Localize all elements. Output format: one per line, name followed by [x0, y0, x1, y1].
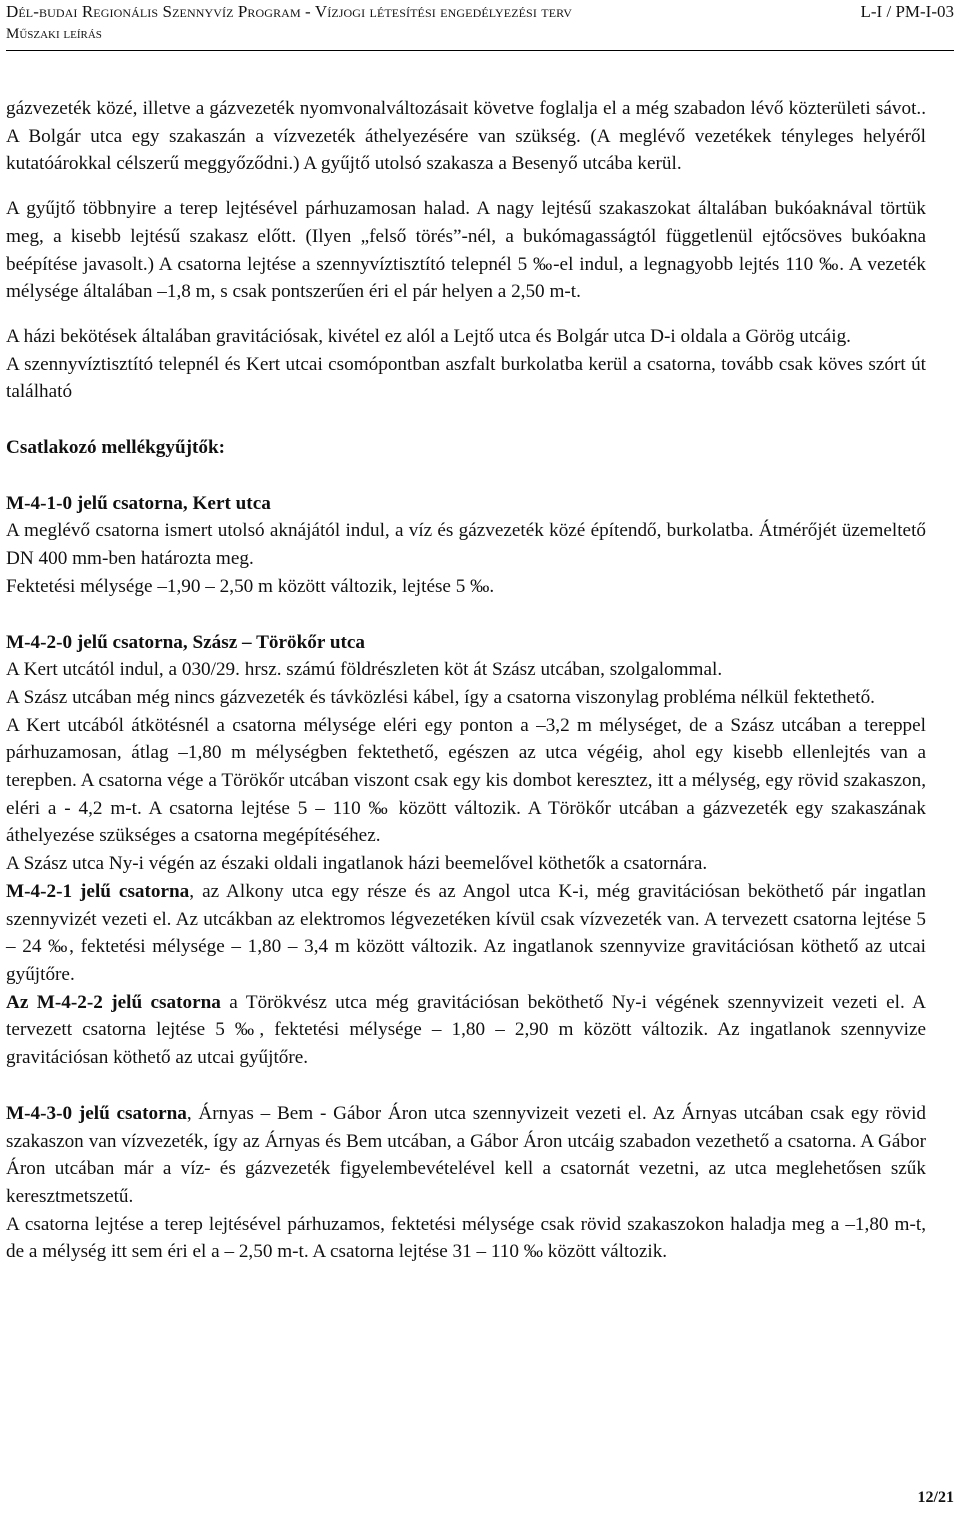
channel-text: a Törökvész utca még gravitációsan beköthető Ny-i végének szennyvizeit vezeti el. A tervezett csatorna lejtése 5 ‰, fektetési mélysége – 1,80 – 2,90 m között változik. Az ingatlanok szennyvize gravitációsan köthető az utcai gyűjtőre. — [6, 991, 927, 1069]
paragraph — [6, 1100, 926, 1211]
paragraph: A Kert utcából átkötésnél a csatorna mélysége eléri egy ponton a –3,2 m mélységet, de a Szász utcában a tereppel párhuzamosan, átlag –1,80 m mélységben fektethető, egészen az utca végéig, ahol egy kisebb ellenlejtés van a terepben. A csatorna vége a Törökőr utcában viszont csak egy kis dombot keresztez, itt a mélység, egy rövid szakaszon, eléri a - 4,2 m-t. A csatorna lejtése 5 – 110 ‰ között változik. A Törökőr utcában a gázvezeték egy szakaszának áthelyezése szükséges a csatorna megépítéséhez. — [6, 714, 926, 847]
paragraph: A gyűjtő többnyire a terep lejtésével párhuzamosan halad. A nagy lejtésű szakaszokat általában bukóaknával törtük meg, a kisebb lejtésű szakasz előtt. (Ilyen „felső törés”-nél, a bukómagasságtól függetlenül ejtőcsöves bukóakna beépítése javasolt.) A csatorna lejtése a szennyvíztisztító telepnél 5 ‰-el indul, a legnagyobb lejtés 110 ‰. A vezeték mélysége általában –1,8 m, s csak pontszerűen éri el pár helyen a 2,50 m-t. — [6, 198, 926, 303]
document-subtitle: Műszaki leírás — [6, 26, 102, 42]
paragraph: A Szász utca Ny-i végén az északi oldali ingatlanok házi beemelővel köthetők a csatornára. — [6, 853, 708, 875]
paragraph: A szennyvíztisztító telepnél és Kert utcai csomópontban aszfalt burkolatba kerül a csatorna, tovább csak köves szórt út található — [6, 353, 926, 403]
subsection-heading: M-4-1-0 jelű csatorna, Kert utca — [6, 492, 271, 514]
channel-label: M-4-3-0 jelű csatorna — [6, 1102, 187, 1124]
section-heading: Csatlakozó mellékgyűjtők: — [6, 437, 226, 459]
channel-label: Az M-4-2-2 jelű csatorna — [6, 991, 221, 1013]
paragraph: A házi bekötések általában gravitációsak, kivétel ez alól a Lejtő utca és Bolgár utca D-i oldala a Görög utcáig. — [6, 325, 851, 347]
paragraph: A csatorna lejtése a terep lejtésével párhuzamos, fektetési mélysége csak rövid szakaszokon haladja meg a –1,80 m-t, de a mélység itt sem éri el a – 2,50 m-t. A csatorna lejtése 31 – 110 ‰ között változik. — [6, 1213, 926, 1263]
channel-text: , Árnyas – Bem - Gábor Áron utca szennyvizeit vezeti el. Az Árnyas utcában csak egy rövid szakaszon van vízvezeték, így az Árnyas és Bem utcában, a Gábor Áron utcáig szabadon vezethető a csatorna. A Gábor Áron utcában már a víz- és gázvezeték figyelembevételével kell a csatornát vezetni, az utca meglehetősen szűk keresztmetszetű. — [6, 1102, 926, 1207]
paragraph — [6, 989, 926, 1072]
document-title: Dél-budai Regionális Szennyvíz Program - Vízjogi létesítési engedélyezési terv — [6, 2, 573, 21]
document-code: L-I / PM-I-03 — [860, 2, 954, 21]
page-header — [6, 0, 954, 51]
subsection-heading: M-4-2-0 jelű csatorna, Szász – Törökőr utca — [6, 631, 366, 653]
paragraph: gázvezeték közé, illetve a gázvezeték nyomvonalváltozásait követve foglalja el a még szabadon lévő közterületi sávot.. A Bolgár utca egy szakaszán a vízvezeték áthelyezésére van szükség. (A meglévő vezetékek tényleges helyéről kutatóárokkal célszerű meggyőződni.) A gyűjtő utolsó szakasza a Besenyő utcába kerül. — [6, 98, 926, 175]
channel-text: , az Alkony utca egy része és az Angol utca K-i, még gravitációsan beköthető pár ingatlan szennyvizét vezeti el. Az utcákban az elektromos légvezetéken kívül csak vízvezeték van. A tervezett csatorna lejtése 5 – 24 ‰, fektetési mélysége – 1,80 – 3,4 m között változik. Az ingatlanok szennyvize gravitációsan köthető az utcai gyűjtőre. — [6, 880, 926, 985]
paragraph: Fektetési mélysége –1,90 – 2,50 m között változik, lejtése 5 ‰. — [6, 575, 495, 597]
paragraph — [6, 878, 926, 989]
document-body — [6, 95, 926, 1266]
paragraph: A Szász utcában még nincs gázvezeték és távközlési kábel, így a csatorna viszonylag probléma nélkül fektethető. — [6, 686, 875, 708]
paragraph: A Kert utcától indul, a 030/29. hrsz. számú földrészleten köt át Szász utcában, szolgalommal. — [6, 659, 723, 681]
paragraph: A meglévő csatorna ismert utolsó aknájától indul, a víz és gázvezeték közé építendő, burkolatba. Átmérőjét üzemeltető DN 400 mm-ben határozta meg. — [6, 520, 926, 570]
page-number: 12/21 — [917, 1489, 954, 1506]
channel-label: M-4-2-1 jelű csatorna — [6, 880, 190, 902]
